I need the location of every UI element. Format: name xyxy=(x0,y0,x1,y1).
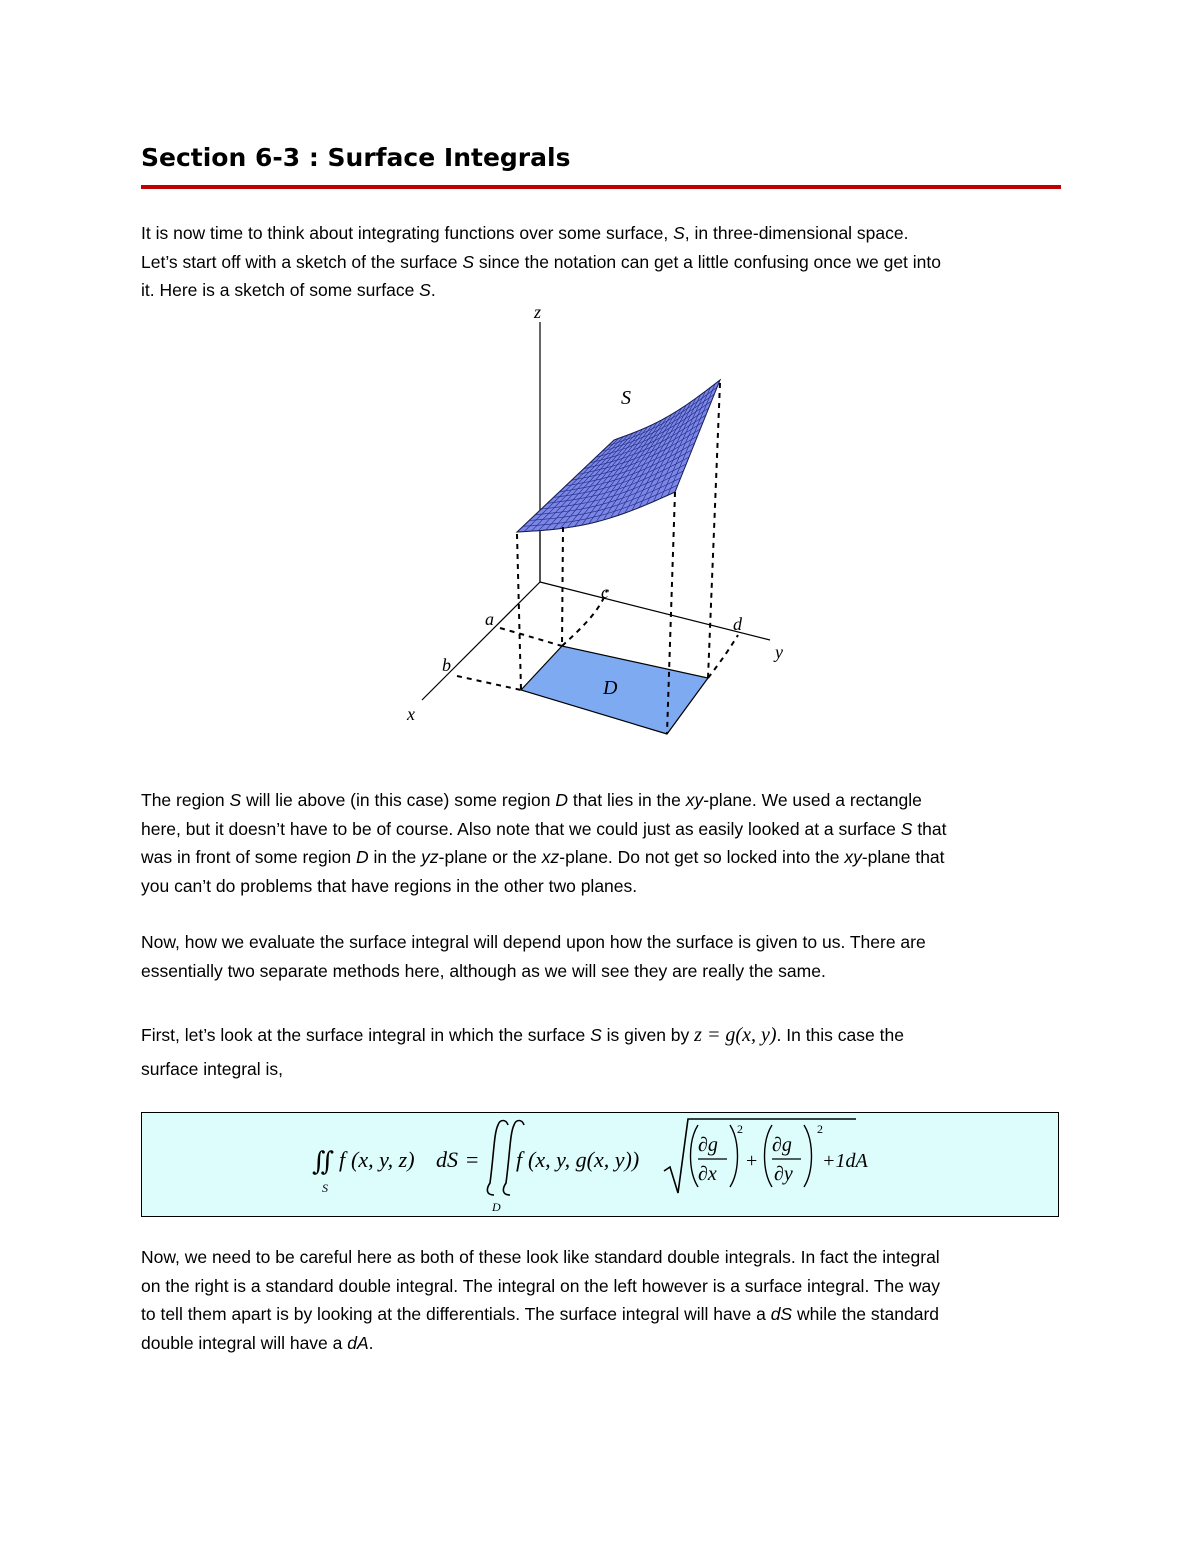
methods-paragraph: Now, how we evaluate the surface integral will depend upon how the surface is given to us. There are essentially two separate methods here, although as we will see they are really the same. xyxy=(141,932,926,981)
x-axis xyxy=(422,582,540,700)
rhs-subscript: D xyxy=(492,1200,501,1214)
title-underline xyxy=(141,185,1061,189)
partial-g-1: ∂g xyxy=(698,1134,718,1156)
lhs-ds: dS xyxy=(436,1147,458,1172)
b-label: b xyxy=(442,655,451,675)
double-integral-sign: ∬ xyxy=(312,1147,335,1176)
surface-sketch xyxy=(400,300,800,745)
d-label: d xyxy=(733,614,742,634)
formula-box xyxy=(141,1112,1059,1217)
one-da: +1dA xyxy=(822,1150,868,1172)
lhs-f: f xyxy=(339,1147,346,1172)
partial-x: ∂x xyxy=(698,1163,717,1185)
region-paragraph: The region S will lie above (in this case) some region D that lies in the xy-plane. We used a rectangle here, but it doesn’t have to be of course. Also note that we could just as easily looked at a surface S that was in front of some region D in the yz-plane or the xz-plane. Do not get so locked into the xy-plane that you can’t do problems that have regions in the other two planes. xyxy=(141,790,947,896)
first-case-paragraph: First, let’s look at the surface integral in which the surface S is given by z = g(x, y). In this case the surface integral is, xyxy=(141,1024,904,1079)
c-label: c xyxy=(601,582,609,602)
rhs-args: (x, y, g(x, y)) xyxy=(528,1147,640,1172)
partial-g-2: ∂g xyxy=(772,1134,792,1156)
x-axis-label: x xyxy=(407,704,415,724)
exp-2: 2 xyxy=(817,1122,823,1136)
surface-label: S xyxy=(621,387,631,409)
intro-paragraph: It is now time to think about integrating functions over some surface, S, in three-dimensional space. Let’s start off with a sketch of the surface S since the notation can get a little confusing once we get into it. Here is a sketch of some surface S. xyxy=(141,223,941,301)
section-title: Section 6-3 : Surface Integrals xyxy=(141,143,571,172)
lhs-args: (x, y, z) xyxy=(351,1147,415,1172)
a-label: a xyxy=(485,609,494,629)
y-axis-label: y xyxy=(775,642,783,662)
partial-y: ∂y xyxy=(774,1163,793,1185)
exp-1: 2 xyxy=(737,1122,743,1136)
differentials-paragraph: Now, we need to be careful here as both of these look like standard double integrals. In fact the integral on the right is a standard double integral. The integral on the left however is a surface integral. The way to tell them apart is by looking at the differentials. The surface integral will have a dS while the standard double integral will have a dA. xyxy=(141,1247,940,1353)
rhs-f: f xyxy=(516,1147,523,1172)
z-axis-label: z xyxy=(534,302,542,322)
region-label: D xyxy=(603,677,618,699)
lhs-subscript: S xyxy=(322,1181,328,1195)
equals-sign: = xyxy=(466,1147,479,1172)
plus-sign: + xyxy=(746,1150,758,1172)
